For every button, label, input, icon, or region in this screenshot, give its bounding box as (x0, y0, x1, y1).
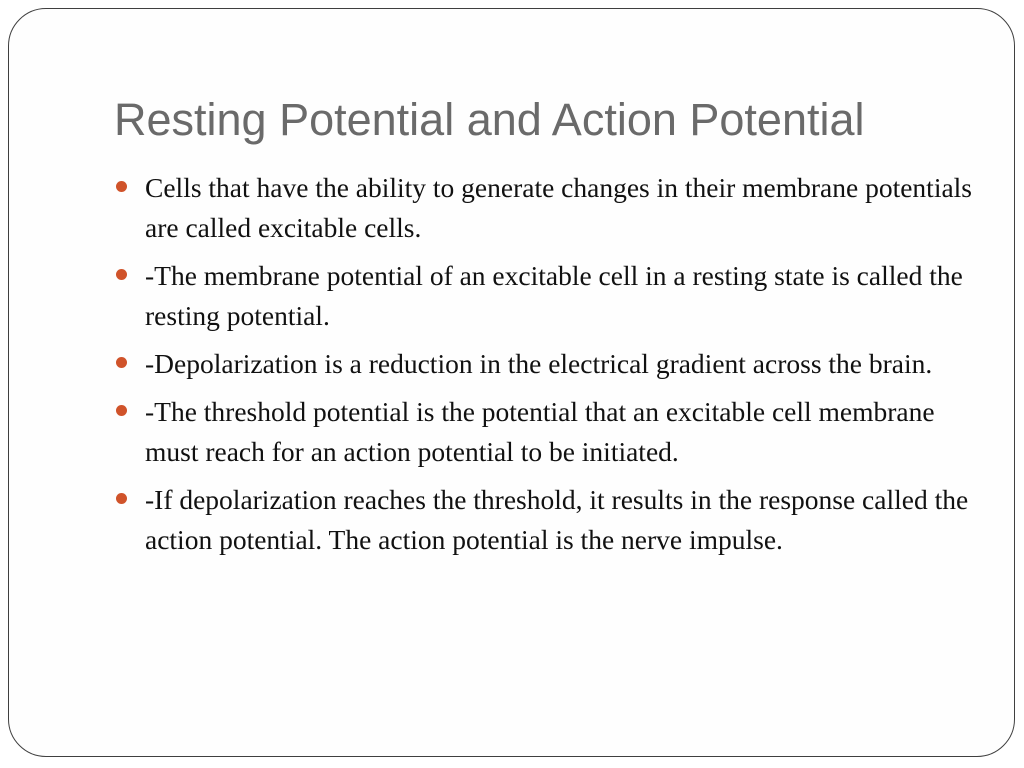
bullet-text: -Depolarization is a reduction in the electrical gradient across the brain. (145, 348, 933, 379)
bullet-dot-icon (116, 493, 127, 504)
bullet-dot-icon (116, 181, 127, 192)
bullet-text: Cells that have the ability to generate changes in their membrane potentials are called excitable cells. (145, 172, 973, 243)
bullet-dot-icon (116, 357, 127, 368)
bullet-item (114, 480, 974, 560)
bullet-text: -The threshold potential is the potential that an excitable cell membrane must reach for an action potential to be initiated. (145, 396, 935, 467)
bullet-list (114, 168, 974, 568)
bullet-item (114, 168, 974, 248)
bullet-item (114, 344, 974, 384)
bullet-text: -If depolarization reaches the threshold, it results in the response called the action potential. The action potential is the nerve impulse. (145, 484, 969, 555)
bullet-dot-icon (116, 269, 127, 280)
bullet-item (114, 392, 974, 472)
bullet-dot-icon (116, 405, 127, 416)
bullet-text: -The membrane potential of an excitable cell in a resting state is called the resting potential. (145, 260, 963, 331)
slide-title: Resting Potential and Action Potential (114, 94, 865, 145)
bullet-item (114, 256, 974, 336)
